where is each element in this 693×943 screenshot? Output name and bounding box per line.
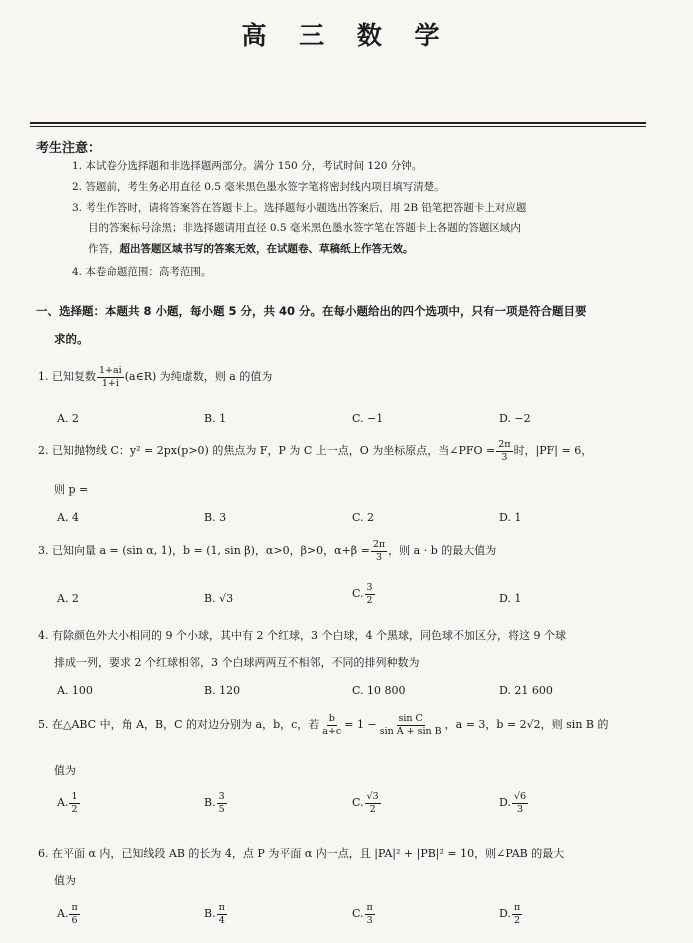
notice-item-3-emphasis: 超出答题区域书写的答案无效，在试题卷、草稿纸上作答无效。 — [119, 243, 414, 255]
question-1 — [38, 366, 272, 388]
q5-b-letter: B. — [204, 796, 216, 809]
q2-post: 时，|PF| = 6， — [513, 444, 593, 457]
q2-option-b: B. 3 — [204, 511, 227, 524]
q5-c-letter: C. — [352, 796, 364, 809]
q3-option-a: A. 2 — [57, 592, 79, 605]
q5-d-den: 3 — [516, 803, 524, 815]
q2-option-d: D. 1 — [499, 511, 522, 524]
q2-frac-den: 3 — [501, 451, 508, 463]
q3-fraction — [371, 540, 387, 562]
page-title: 高 三 数 学 — [241, 21, 452, 50]
q3-frac-den: 3 — [376, 551, 383, 563]
question-2 — [38, 440, 592, 462]
q6-b-den: 4 — [218, 914, 225, 926]
q5-c-fraction — [365, 792, 381, 814]
q5-line2: 值为 — [54, 764, 76, 777]
q5-a-fraction — [69, 792, 79, 814]
q6-a-den: 6 — [71, 914, 78, 926]
q5-option-d — [499, 792, 529, 814]
q1-frac-den: 1+i — [101, 377, 119, 389]
header-rule-thin — [30, 126, 646, 127]
q1-option-c: C. −1 — [352, 412, 384, 425]
q5-a-num: 1 — [71, 791, 78, 802]
q6-c-letter: C. — [352, 907, 364, 920]
q6-b-fraction — [217, 903, 227, 925]
q3-pre: 3. 已知向量 a = (sin α, 1)，b = (1, sin β)，α>0，β>0，α+β = — [38, 544, 370, 557]
q5-c-num: √3 — [366, 791, 379, 802]
q6-d-fraction — [512, 903, 522, 925]
q5-fraction-1 — [320, 714, 343, 736]
q3-c-den: 2 — [366, 594, 373, 606]
q6-b-letter: B. — [204, 907, 216, 920]
q3-option-c — [352, 583, 376, 605]
q5-d-letter: D. — [499, 796, 511, 809]
q3-option-c-letter: C. — [352, 587, 364, 600]
q3-c-num: 3 — [366, 582, 373, 593]
q3-option-b: B. √3 — [204, 592, 234, 605]
q6-option-a — [57, 903, 81, 925]
q2-option-c: C. 2 — [352, 511, 375, 524]
q5-a-den: 2 — [71, 803, 78, 815]
q1-frac-num: 1+ai — [99, 365, 122, 376]
notice-item-3-line3 — [88, 240, 414, 259]
q4-option-b: B. 120 — [204, 684, 241, 697]
q5-b-den: 5 — [218, 803, 225, 815]
q3-post: ，则 a · b 的最大值为 — [388, 544, 497, 557]
notice-item-2: 2. 答题前，考生务必用直径 0.5 毫米黑色墨水签字笔将密封线内项目填写清楚。 — [72, 181, 445, 193]
q5-f1-den: a+c — [322, 725, 342, 737]
q4-option-d: D. 21 600 — [499, 684, 553, 697]
q6-option-b — [204, 903, 228, 925]
q6-option-d — [499, 903, 523, 925]
q1-fraction — [97, 366, 124, 388]
section-1-line2: 求的。 — [54, 332, 89, 346]
q5-post: ，a = 3，b = 2√2，则 sin B 的 — [444, 718, 609, 731]
q5-d-fraction — [512, 792, 528, 814]
q5-b-fraction — [217, 792, 227, 814]
q6-d-den: 2 — [514, 914, 521, 926]
q5-mid: = 1 − — [344, 718, 377, 731]
q5-d-num: √6 — [513, 791, 527, 802]
q6-c-den: 3 — [366, 914, 373, 926]
question-4-line2: 排成一列，要求 2 个红球相邻，3 个白球两两互不相邻，不同的排列种数为 — [54, 656, 420, 669]
question-6-line1: 6. 在平面 α 内，已知线段 AB 的长为 4，点 P 为平面 α 内一点，且 |PA|² + |PB|² = 10，则∠PAB 的最大 — [38, 847, 565, 860]
q4-option-a: A. 100 — [57, 684, 93, 697]
q4-option-c: C. 10 800 — [352, 684, 406, 697]
q2-line2: 则 p = — [54, 483, 89, 496]
q3-frac-num: 2π — [372, 539, 386, 550]
notice-item-3-line1: 3. 考生作答时，请将答案答在答题卡上。选择题每小题选出答案后，用 2B 铅笔把答题卡上对应题 — [72, 202, 527, 214]
q5-option-a — [57, 792, 81, 814]
q6-a-fraction — [69, 903, 79, 925]
q6-d-num: π — [513, 902, 521, 913]
q5-fraction-2 — [378, 714, 444, 736]
q5-option-b — [204, 792, 228, 814]
q6-a-letter: A. — [57, 907, 69, 920]
q2-frac-num: 2π — [498, 439, 511, 450]
q6-c-num: π — [366, 902, 373, 913]
q1-option-a: A. 2 — [57, 412, 79, 425]
q2-option-a: A. 4 — [57, 511, 79, 524]
notice-item-3-line2: 目的答案标号涂黑；非选择题请用直径 0.5 毫米黑色墨水签字笔在答题卡上各题的答题区域内 — [88, 222, 521, 234]
q3-option-c-fraction — [365, 583, 375, 605]
question-6-line2: 值为 — [54, 874, 76, 887]
q5-b-num: 3 — [218, 791, 225, 802]
q5-option-c — [352, 792, 382, 814]
q6-c-fraction — [365, 903, 375, 925]
q6-a-num: π — [71, 902, 78, 913]
q5-a-letter: A. — [57, 796, 69, 809]
q2-pre: 2. 已知抛物线 C：y² = 2px(p>0) 的焦点为 F，P 为 C 上一点，O 为坐标原点，当∠PFO = — [38, 444, 496, 457]
section-1-line1: 一、选择题：本题共 8 小题，每小题 5 分，共 40 分。在每小题给出的四个选项中，只有一项是符合题目要 — [36, 304, 587, 318]
q6-option-c — [352, 903, 376, 925]
q1-post: (a∈R) 为纯虚数，则 a 的值为 — [124, 370, 273, 383]
q6-d-letter: D. — [499, 907, 511, 920]
q5-f2-num: sin C — [398, 713, 423, 724]
header-rule — [30, 122, 646, 124]
q5-f2-den: sin A + sin B — [379, 725, 442, 737]
question-5 — [38, 714, 609, 736]
notice-item-3-text: 作答， — [88, 243, 120, 255]
notice-heading: 考生注意： — [36, 141, 102, 156]
q1-pre: 1. 已知复数 — [38, 370, 96, 383]
question-3 — [38, 540, 496, 562]
q5-f1-num: b — [328, 713, 335, 724]
q5-pre: 5. 在△ABC 中，角 A，B，C 的对边分别为 a，b，c，若 — [38, 718, 320, 731]
notice-item-1: 1. 本试卷分选择题和非选择题两部分。满分 150 分，考试时间 120 分钟。 — [72, 160, 423, 172]
q6-b-num: π — [218, 902, 225, 913]
q3-option-d: D. 1 — [499, 592, 522, 605]
question-4-line1: 4. 有除颜色外大小相同的 9 个小球，其中有 2 个红球，3 个白球，4 个黑球，同色球不加区分，将这 9 个球 — [38, 629, 566, 642]
q2-fraction — [496, 440, 512, 462]
q1-option-b: B. 1 — [204, 412, 227, 425]
q5-c-den: 2 — [369, 803, 376, 815]
notice-item-4: 4. 本卷命题范围：高考范围。 — [72, 266, 212, 278]
q1-option-d: D. −2 — [499, 412, 531, 425]
